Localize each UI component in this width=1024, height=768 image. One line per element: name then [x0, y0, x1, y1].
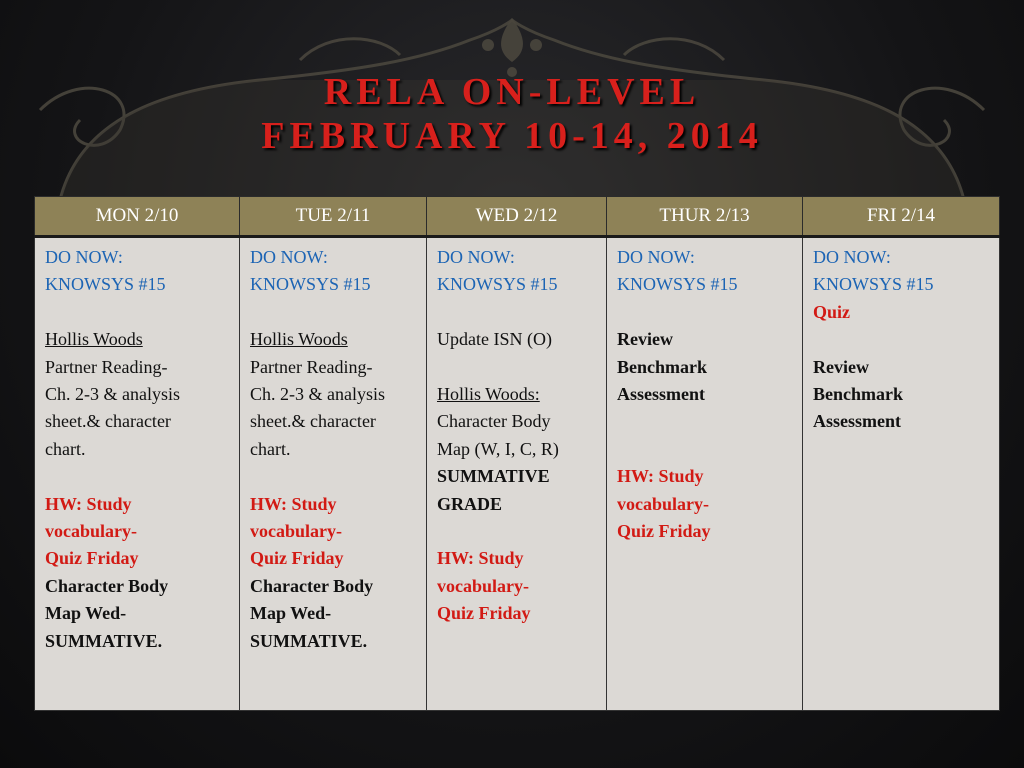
review-line: Benchmark: [617, 356, 707, 377]
review-line: Review: [617, 329, 673, 350]
do-now-value: KNOWSYS #15: [617, 274, 738, 295]
grade-line: SUMMATIVE: [437, 466, 550, 487]
title-line-1: RELA ON-LEVEL: [323, 71, 701, 113]
cell-wed: [427, 237, 607, 711]
do-now-label: DO NOW:: [617, 247, 695, 267]
do-now-value: KNOWSYS #15: [45, 274, 166, 295]
homework-line: Quiz Friday: [437, 603, 531, 624]
review-line: Assessment: [813, 411, 901, 432]
note-line: Character Body: [250, 575, 374, 596]
activity-line: Character Body: [437, 411, 551, 432]
update-line: Update ISN (O): [437, 329, 552, 350]
activity-line: sheet.& character: [45, 411, 171, 432]
homework-line: vocabulary-: [437, 575, 529, 596]
homework-line: HW: Study: [45, 493, 132, 514]
activity-line: chart.: [250, 438, 291, 459]
review-line: Assessment: [617, 384, 705, 405]
do-now-label: DO NOW:: [45, 247, 123, 267]
homework-line: vocabulary-: [250, 521, 342, 542]
do-now-label: DO NOW:: [437, 247, 515, 267]
homework-line: vocabulary-: [617, 493, 709, 514]
page-title: [0, 70, 1024, 158]
homework-line: Quiz Friday: [617, 521, 711, 542]
quiz-label: Quiz: [813, 301, 851, 322]
book-title: Hollis Woods:: [437, 384, 540, 404]
homework-line: HW: Study: [437, 548, 524, 569]
cell-fri: [803, 237, 1000, 711]
header-row: [35, 197, 1000, 237]
do-now-value: KNOWSYS #15: [250, 274, 371, 295]
title-line-2: FEBRUARY 10-14, 2014: [261, 115, 763, 157]
cell-mon: [35, 237, 240, 711]
book-title: Hollis Woods: [45, 329, 143, 350]
note-line: SUMMATIVE.: [45, 630, 163, 651]
homework-line: Quiz Friday: [45, 548, 139, 569]
note-line: Character Body: [45, 575, 169, 596]
header-thu: THUR 2/13: [607, 197, 803, 237]
weekly-schedule-table: [34, 196, 1000, 711]
header-mon: MON 2/10: [35, 197, 240, 237]
homework-line: vocabulary-: [45, 521, 137, 542]
note-line: Map Wed-: [250, 603, 332, 624]
activity-line: sheet.& character: [250, 411, 376, 432]
homework-line: Quiz Friday: [250, 548, 344, 569]
do-now-value: KNOWSYS #15: [437, 274, 558, 295]
review-line: Review: [813, 356, 869, 377]
activity-line: chart.: [45, 438, 86, 459]
activity-line: Ch. 2-3 & analysis: [45, 384, 180, 405]
do-now-value: KNOWSYS #15: [813, 274, 934, 295]
header-wed: WED 2/12: [427, 197, 607, 237]
activity-line: Partner Reading-: [45, 356, 168, 377]
do-now-label: DO NOW:: [250, 247, 328, 267]
homework-line: HW: Study: [617, 466, 704, 487]
activity-line: Partner Reading-: [250, 356, 373, 377]
note-line: SUMMATIVE.: [250, 630, 368, 651]
header-fri: FRI 2/14: [803, 197, 1000, 237]
grade-line: GRADE: [437, 493, 503, 514]
do-now-label: DO NOW:: [813, 247, 891, 267]
book-title: Hollis Woods: [250, 329, 348, 350]
review-line: Benchmark: [813, 384, 903, 405]
cell-thu: [607, 237, 803, 711]
homework-line: HW: Study: [250, 493, 337, 514]
activity-line: Ch. 2-3 & analysis: [250, 384, 385, 405]
activity-line: Map (W, I, C, R): [437, 438, 559, 459]
header-tue: TUE 2/11: [240, 197, 427, 237]
schedule-row: [35, 237, 1000, 711]
cell-tue: [240, 237, 427, 711]
note-line: Map Wed-: [45, 603, 127, 624]
